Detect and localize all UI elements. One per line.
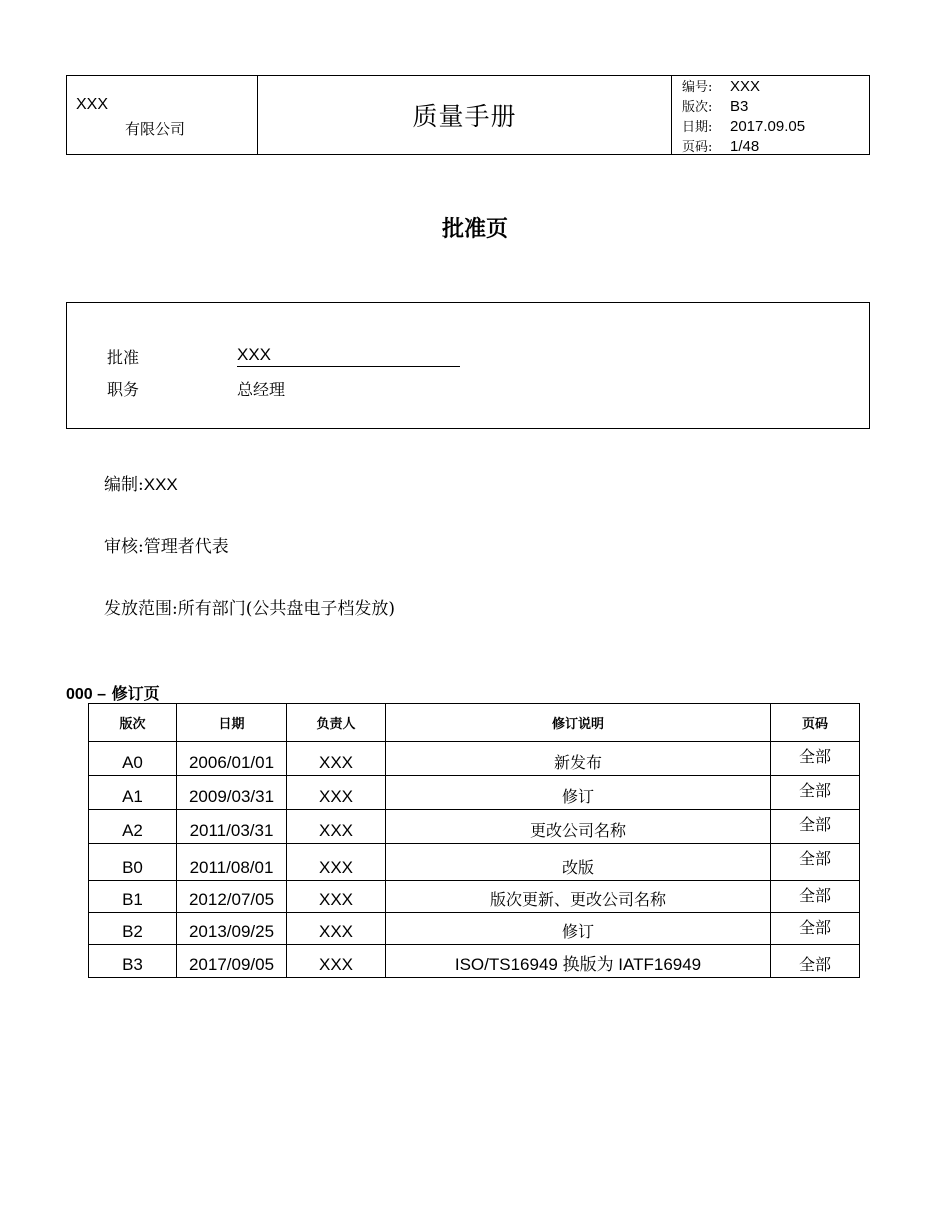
header-meta-cell — [671, 76, 869, 154]
header-company-cell — [67, 76, 258, 154]
cell-owner: XXX — [287, 913, 386, 945]
approval-box — [66, 302, 870, 429]
table-row — [89, 913, 860, 945]
distribution-line — [104, 594, 395, 619]
cell-version: B1 — [89, 881, 177, 913]
cell-date: 2011/03/31 — [177, 810, 287, 844]
cell-owner: XXX — [287, 776, 386, 810]
document-title: 质量手册 — [412, 102, 517, 131]
position-label: 职务 — [107, 380, 140, 399]
cell-version: A2 — [89, 810, 177, 844]
meta-value: 1/48 — [730, 138, 760, 155]
cell-description: ISO/TS16949 换版为 IATF16949 — [386, 945, 771, 978]
cell-pages: 全部 — [771, 742, 860, 776]
compiler-value: XXX — [143, 475, 178, 494]
meta-label: 编号: — [682, 80, 713, 95]
table-row — [89, 776, 860, 810]
company-code: XXX — [76, 96, 109, 113]
revision-heading-number: 000 – — [66, 686, 107, 703]
cell-description: 版次更新、更改公司名称 — [386, 881, 771, 913]
cell-owner: XXX — [287, 881, 386, 913]
company-name: 有限公司 — [125, 120, 186, 138]
distribution-value: 所有部门(公共盘电子档发放) — [177, 599, 395, 619]
meta-page — [682, 137, 869, 157]
revision-table — [88, 703, 860, 978]
cell-version: A0 — [89, 742, 177, 776]
cell-description: 改版 — [386, 844, 771, 881]
cell-description: 新发布 — [386, 742, 771, 776]
cell-pages: 全部 — [771, 945, 860, 978]
col-header-description: 修订说明 — [386, 704, 771, 742]
cell-owner: XXX — [287, 844, 386, 881]
cell-description: 修订 — [386, 776, 771, 810]
page-title: 批准页 — [441, 217, 508, 242]
cell-pages: 全部 — [771, 881, 860, 913]
cell-version: B3 — [89, 945, 177, 978]
meta-date — [682, 117, 869, 137]
cell-date: 2009/03/31 — [177, 776, 287, 810]
revision-heading — [66, 681, 160, 704]
cell-date: 2011/08/01 — [177, 844, 287, 881]
meta-value: 2017.09.05 — [730, 118, 806, 135]
cell-version: A1 — [89, 776, 177, 810]
cell-date: 2013/09/25 — [177, 913, 287, 945]
table-row — [89, 844, 860, 881]
reviewer-label: 审核: — [104, 537, 144, 557]
approve-value: XXX — [237, 345, 460, 367]
cell-pages: 全部 — [771, 844, 860, 881]
cell-owner: XXX — [287, 945, 386, 978]
meta-label: 页码: — [682, 140, 713, 155]
meta-value: B3 — [730, 98, 749, 115]
cell-pages: 全部 — [771, 810, 860, 844]
cell-owner: XXX — [287, 742, 386, 776]
cell-version: B2 — [89, 913, 177, 945]
table-row — [89, 881, 860, 913]
meta-label: 日期: — [682, 120, 713, 135]
cell-pages: 全部 — [771, 913, 860, 945]
cell-date: 2006/01/01 — [177, 742, 287, 776]
cell-description: 修订 — [386, 913, 771, 945]
revision-heading-text: 修订页 — [111, 684, 160, 703]
cell-pages: 全部 — [771, 776, 860, 810]
reviewer-line — [104, 532, 229, 557]
col-header-pages: 页码 — [771, 704, 860, 742]
meta-value: XXX — [730, 78, 761, 95]
col-header-owner: 负责人 — [287, 704, 386, 742]
document-header — [66, 75, 870, 155]
cell-owner: XXX — [287, 810, 386, 844]
table-row — [89, 742, 860, 776]
table-row — [89, 810, 860, 844]
cell-version: B0 — [89, 844, 177, 881]
meta-version — [682, 97, 869, 117]
approve-label: 批准 — [107, 348, 140, 367]
table-row — [89, 945, 860, 978]
revision-table-header — [89, 704, 860, 742]
col-header-version: 版次 — [89, 704, 177, 742]
cell-description: 更改公司名称 — [386, 810, 771, 844]
cell-date: 2017/09/05 — [177, 945, 287, 978]
compiler-label: 编制: — [104, 475, 144, 495]
meta-label: 版次: — [682, 100, 713, 115]
distribution-label: 发放范围: — [104, 599, 178, 619]
meta-doc-number — [682, 77, 869, 97]
compiler-line — [104, 470, 178, 495]
col-header-date: 日期 — [177, 704, 287, 742]
reviewer-value: 管理者代表 — [143, 537, 229, 557]
cell-date: 2012/07/05 — [177, 881, 287, 913]
position-value: 总经理 — [237, 380, 286, 399]
